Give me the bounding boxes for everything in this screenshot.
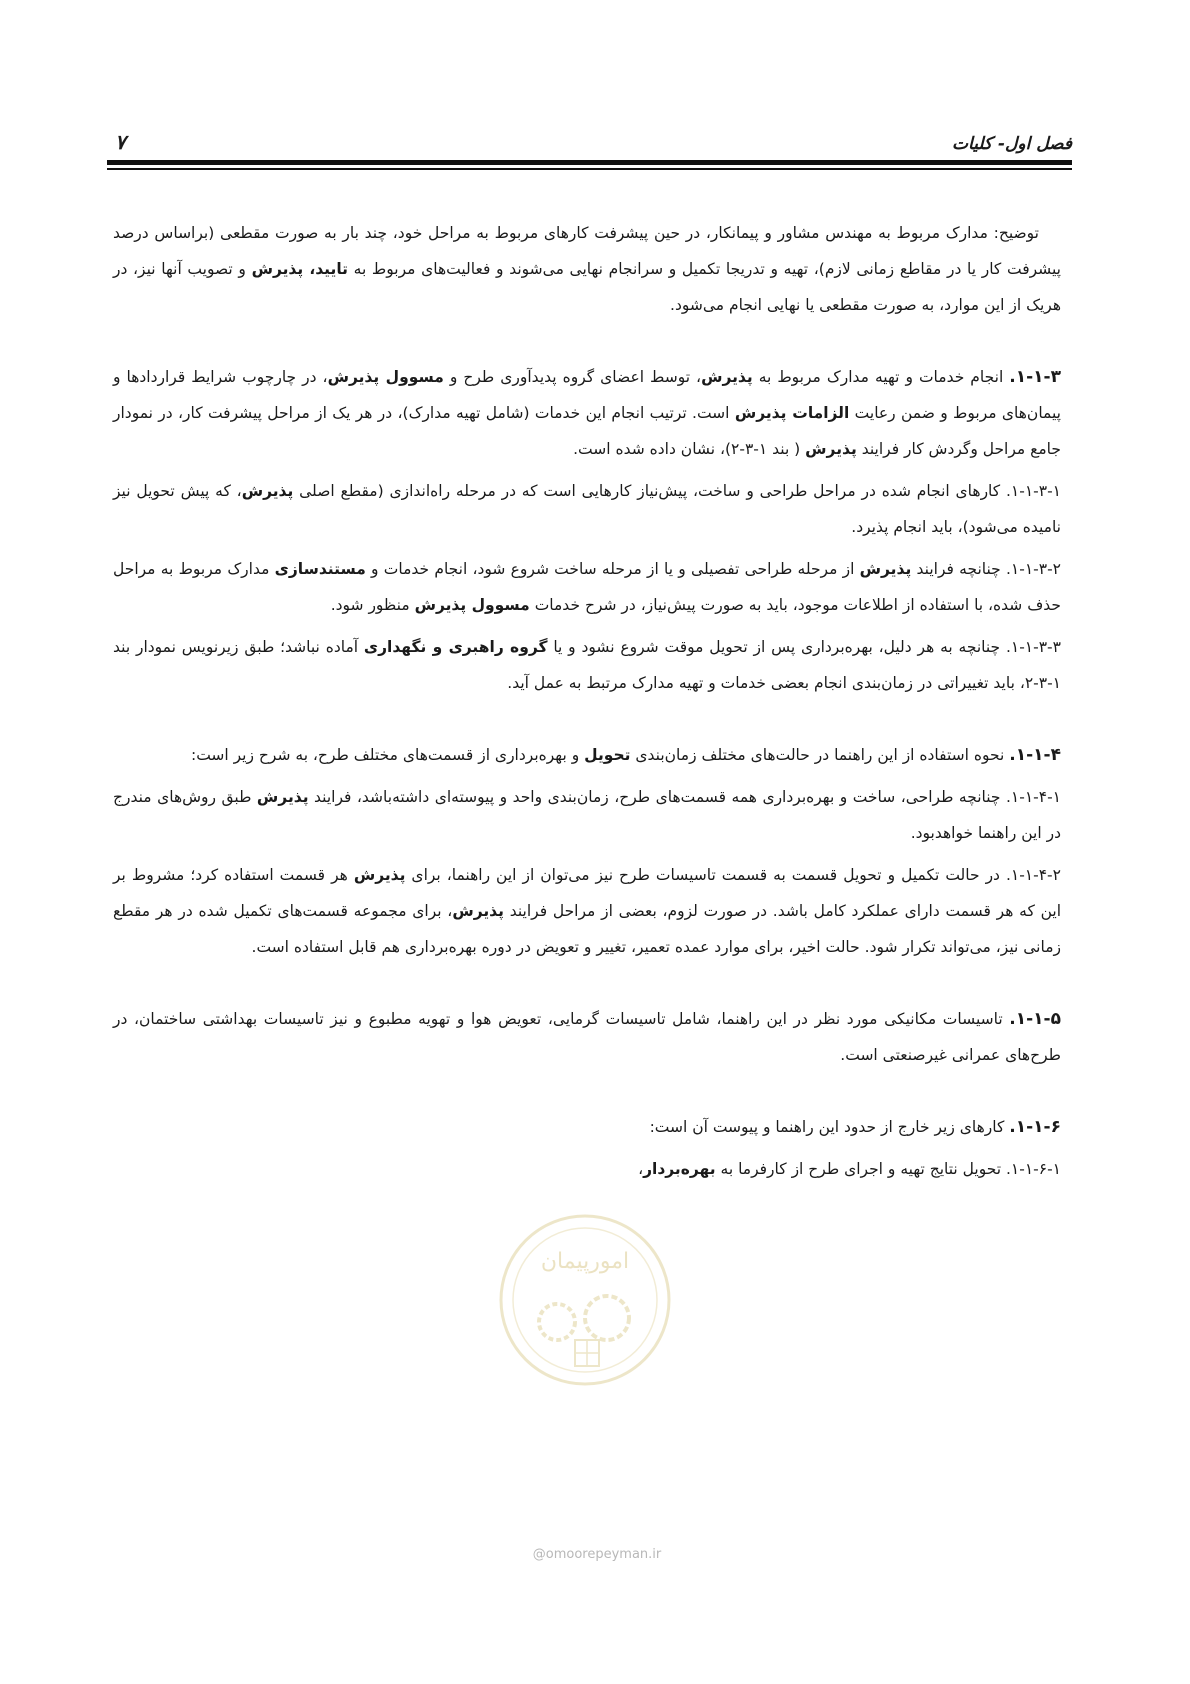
page-header	[107, 128, 1072, 158]
clause-1-1-4-1: ۱-۱-۴-۱. چنانچه طراحی، ساخت و بهره‌برداری همه قسمت‌های طرح، زمان‌بندی واحد و پیوسته‌ای داشته‌باشد، فرایند پذیرش طبق روش‌های مندرج در این راهنما خواهدبود.	[113, 788, 1061, 842]
header-rule-thick	[107, 160, 1072, 165]
page-number: ۷	[115, 130, 126, 154]
watermark-url: @omoorepeyman.ir	[532, 1547, 662, 1562]
clause-1-1-4-2: ۱-۱-۴-۲. در حالت تکمیل و تحویل قسمت به قسمت تاسیسات طرح نیز می‌توان از این راهنما، برای پذیرش هر قسمت استفاده کرد؛ مشروط بر این که هر قسمت دارای عملکرد کامل باشد. در صورت لزوم، بعضی از مراحل فرایند پذیرش، برای مجموعه قسمت‌های تکمیل شده در هر مقطع زمانی نیز، می‌تواند تکرار شود. حالت اخیر، برای موارد عمده تعمیر، تغییر و تعویض در دوره بهره‌برداری هم قابل استفاده است.	[113, 866, 1062, 956]
section-1-1-5: ۱-۱-۵. تاسیسات مکانیکی مورد نظر در این راهنما، شامل تاسیسات گرمایی، تعویض هوا و تهویه مطبوع و نیز تاسیسات بهداشتی ساختمان، در طرح‌های عمرانی غیرصنعتی است.	[113, 1009, 1061, 1064]
note-paragraph: توضیح: مدارک مربوط به مهندس مشاور و پیمانکار، در حین پیشرفت کارهای مربوط به مراحل خود، چند بار به صورت مقطعی (براساس درصد پیشرفت کار یا در مقاطع زمانی لازم)، تهیه و تدریجا تکمیل و سرانجام نهایی می‌شوند و فعالیت‌های مربوط به تایید، پذیرش و تصویب آنها نیز، در هریک از این موارد، به صورت مقطعی یا نهایی انجام می‌شود.	[113, 224, 1061, 314]
clause-1-1-3-3: ۱-۱-۳-۳. چنانچه به هر دلیل، بهره‌برداری پس از تحویل موقت شروع نشود و یا گروه راهبری و نگهداری آماده نباشد؛ طبق زیرنویس نمودار بند ۱-۳-۲، باید تغییراتی در زمان‌بندی انجام بعضی خدمات و تهیه مدارک مرتبط به عمل آید.	[113, 638, 1061, 692]
section-1-1-6: ۱-۱-۶. کارهای زیر خارج از حدود این راهنما و پیوست آن است:	[649, 1117, 1061, 1137]
chapter-title: فصل اول- کلیات	[952, 134, 1072, 154]
section-number: ۱-۱-۶.	[1009, 1117, 1061, 1137]
clause-1-1-6-1: ۱-۱-۶-۱. تحویل نتایج تهیه و اجرای طرح از کارفرما به بهره‌بردار،	[638, 1160, 1061, 1178]
section-1-1-4: ۱-۱-۴. نحوه استفاده از این راهنما در حالت‌های مختلف زمان‌بندی تحویل و بهره‌برداری از قسمت‌های مختلف طرح، به شرح زیر است:	[190, 745, 1061, 765]
section-1-1-3: ۱-۱-۳. انجام خدمات و تهیه مدارک مربوط به پذیرش، توسط اعضای گروه پدیدآوری طرح و مسوول پذیرش، در چارچوب شرایط قراردادها و پیمان‌های مربوط و ضمن رعایت الزامات پذیرش است. ترتیب انجام این خدمات (شامل تهیه مدارک)، در هر یک از مراحل پیشرفت کار، در نمودار جامع مراحل وگردش کار فرایند پذیرش ( بند ۱-۳-۲)، نشان داده شده است.	[113, 367, 1061, 458]
section-number: ۱-۱-۴.	[1009, 745, 1061, 765]
header-rule-thin	[107, 168, 1072, 170]
clause-1-1-3-1: ۱-۱-۳-۱. کارهای انجام شده در مراحل طراحی و ساخت، پیش‌نیاز کارهایی است که در مرحله راه‌اندازی (مقطع اصلی پذیرش، که پیش تحویل نیز نامیده می‌شود)، باید انجام پذیرد.	[113, 482, 1061, 536]
section-number: ۱-۱-۵.	[1009, 1009, 1061, 1029]
watermark-logo-icon	[495, 1210, 675, 1390]
svg-text:امورپیمان: امورپیمان	[540, 1249, 630, 1274]
section-number: ۱-۱-۳.	[1009, 367, 1061, 387]
document-body	[113, 215, 1061, 1193]
clause-1-1-3-2: ۱-۱-۳-۲. چنانچه فرایند پذیرش از مرحله طراحی تفصیلی و یا از مرحله ساخت شروع شود، انجام خدمات و مستندسازی مدارک مربوط به مراحل حذف شده، با استفاده از اطلاعات موجود، باید به صورت پیش‌نیاز، در شرح خدمات مسوول پذیرش منظور شود.	[113, 560, 1062, 614]
